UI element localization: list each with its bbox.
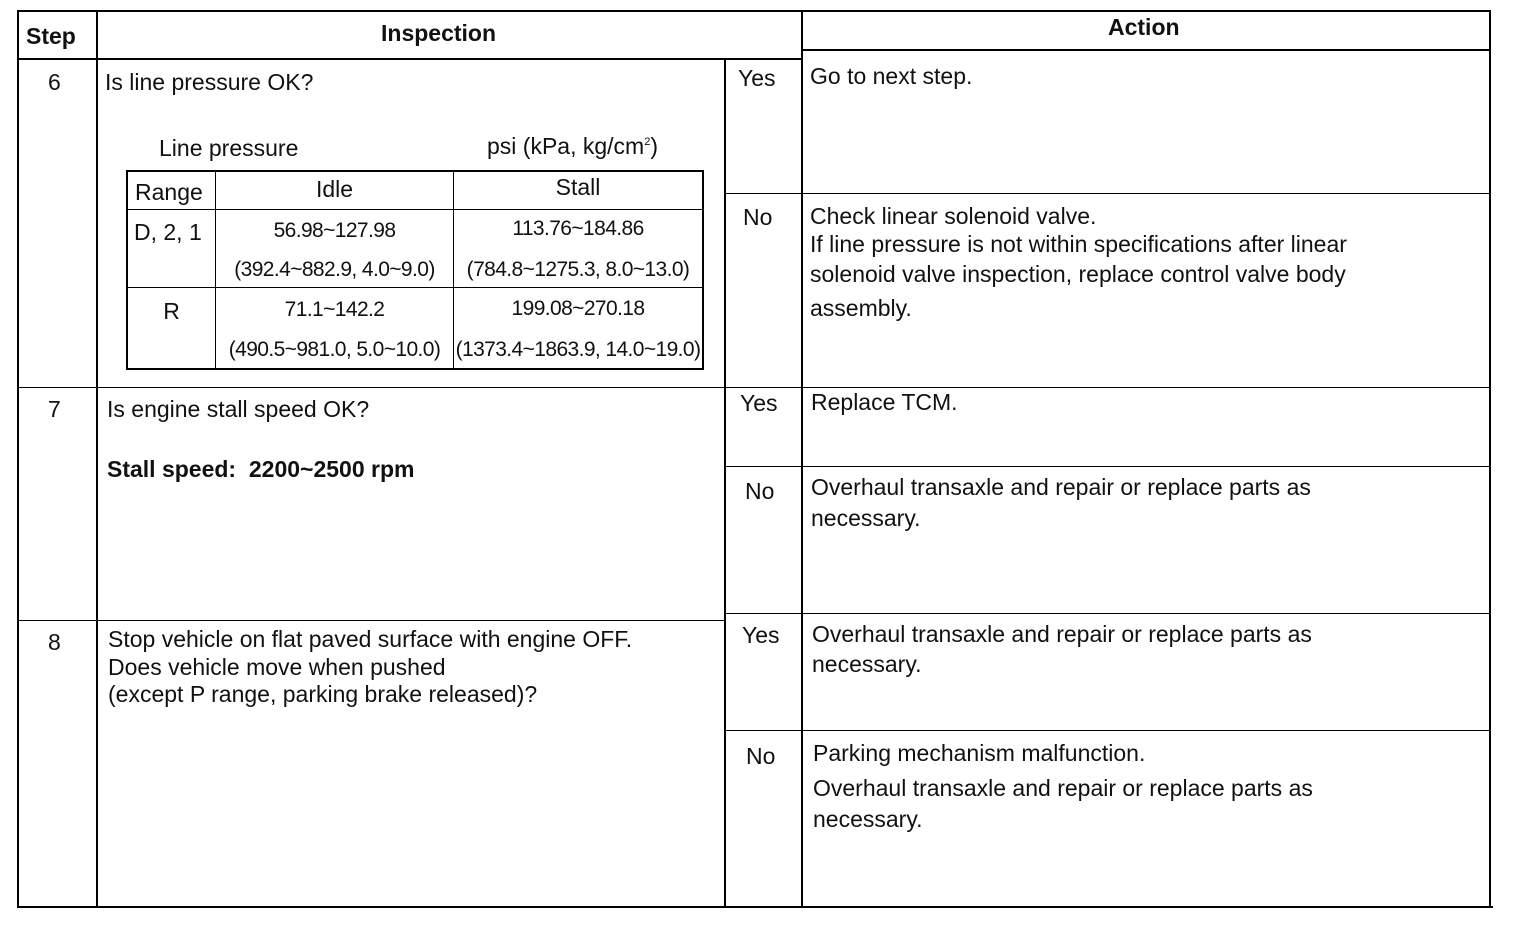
spec-col-stall: Stall	[555, 174, 601, 200]
yes-action: necessary.	[812, 651, 922, 677]
inspection-question-line: Does vehicle move when pushed	[108, 654, 446, 680]
spec-idle-d21: 56.98~127.98	[273, 219, 396, 242]
header-step: Step	[26, 23, 76, 49]
row-7-8-divider	[17, 620, 726, 621]
yes-action: Overhaul transaxle and repair or replace parts as	[812, 621, 1312, 647]
spec-stall-r: 199.08~270.18	[511, 297, 645, 320]
step-number: 6	[48, 69, 61, 95]
no-action-line: Check linear solenoid valve.	[810, 203, 1097, 229]
header-divider-right	[801, 49, 1491, 51]
row-7-8-divider-action	[724, 613, 1491, 614]
border-right	[1489, 10, 1491, 908]
spec-stall-d21: 113.76~184.86	[512, 217, 644, 240]
yes-label: Yes	[740, 390, 778, 416]
spec-stall-r-sub: (1373.4~1863.9, 14.0~19.0)	[455, 338, 701, 361]
no-label: No	[746, 743, 776, 769]
spec-unit: psi (kPa, $kg/cm^2$)	[487, 133, 659, 159]
row-6-yes-no-divider	[724, 193, 1491, 194]
step-number: 8	[48, 629, 61, 655]
row-8-yes-no-divider	[724, 730, 1491, 731]
inspection-question-line: (except P range, parking brake released)?	[108, 681, 538, 707]
border-left	[17, 10, 19, 908]
row-6-7-divider	[17, 387, 1491, 388]
header-action: Action	[1108, 14, 1180, 40]
no-label: No	[743, 204, 773, 230]
yes-label: Yes	[738, 65, 776, 91]
spec-title: Line pressure	[159, 135, 299, 161]
yes-action: Replace TCM.	[811, 389, 958, 415]
no-action-line: If line pressure is not within specifications after linear	[810, 231, 1347, 257]
inspection-question: Is line pressure OK?	[105, 69, 314, 95]
no-action-line: Parking mechanism malfunction.	[813, 740, 1146, 766]
no-action-line: solenoid valve inspection, replace control valve body	[810, 261, 1346, 287]
stall-speed-note: Stall speed: 2200~2500 rpm	[107, 456, 415, 482]
header-divider-left	[17, 58, 803, 60]
spec-idle-d21-sub: (392.4~882.9, 4.0~9.0)	[234, 258, 435, 281]
no-action-line: necessary.	[813, 806, 923, 832]
inspection-question: Is engine stall speed OK?	[107, 396, 370, 422]
no-action-line: Overhaul transaxle and repair or replace parts as	[811, 474, 1311, 500]
spec-col-idle: Idle	[315, 176, 354, 202]
spec-range-d21: D, 2, 1	[134, 219, 202, 245]
header-inspection: Inspection	[381, 20, 497, 46]
no-action-line: Overhaul transaxle and repair or replace parts as	[813, 775, 1313, 801]
no-action-line: necessary.	[811, 505, 921, 531]
inspection-question-line: Stop vehicle on flat paved surface with engine OFF.	[108, 626, 633, 652]
spec-idle-r-sub: (490.5~981.0, 5.0~10.0)	[228, 338, 441, 361]
col-yesno-divider	[724, 58, 726, 908]
step-number: 7	[48, 396, 61, 422]
spec-stall-d21-sub: (784.8~1275.3, 8.0~13.0)	[466, 258, 690, 281]
spec-idle-r: 71.1~142.2	[284, 298, 385, 321]
no-action-line: assembly.	[810, 295, 912, 321]
spec-range-r: R	[163, 298, 180, 324]
col-step-divider	[96, 10, 98, 908]
yes-action: Go to next step.	[810, 63, 973, 89]
row-7-yes-no-divider	[724, 466, 1491, 467]
border-top	[17, 10, 1491, 12]
border-bottom	[17, 906, 1493, 908]
yes-label: Yes	[742, 622, 780, 648]
spec-col-range: Range	[135, 179, 203, 205]
col-action-divider	[801, 10, 803, 908]
no-label: No	[745, 478, 775, 504]
